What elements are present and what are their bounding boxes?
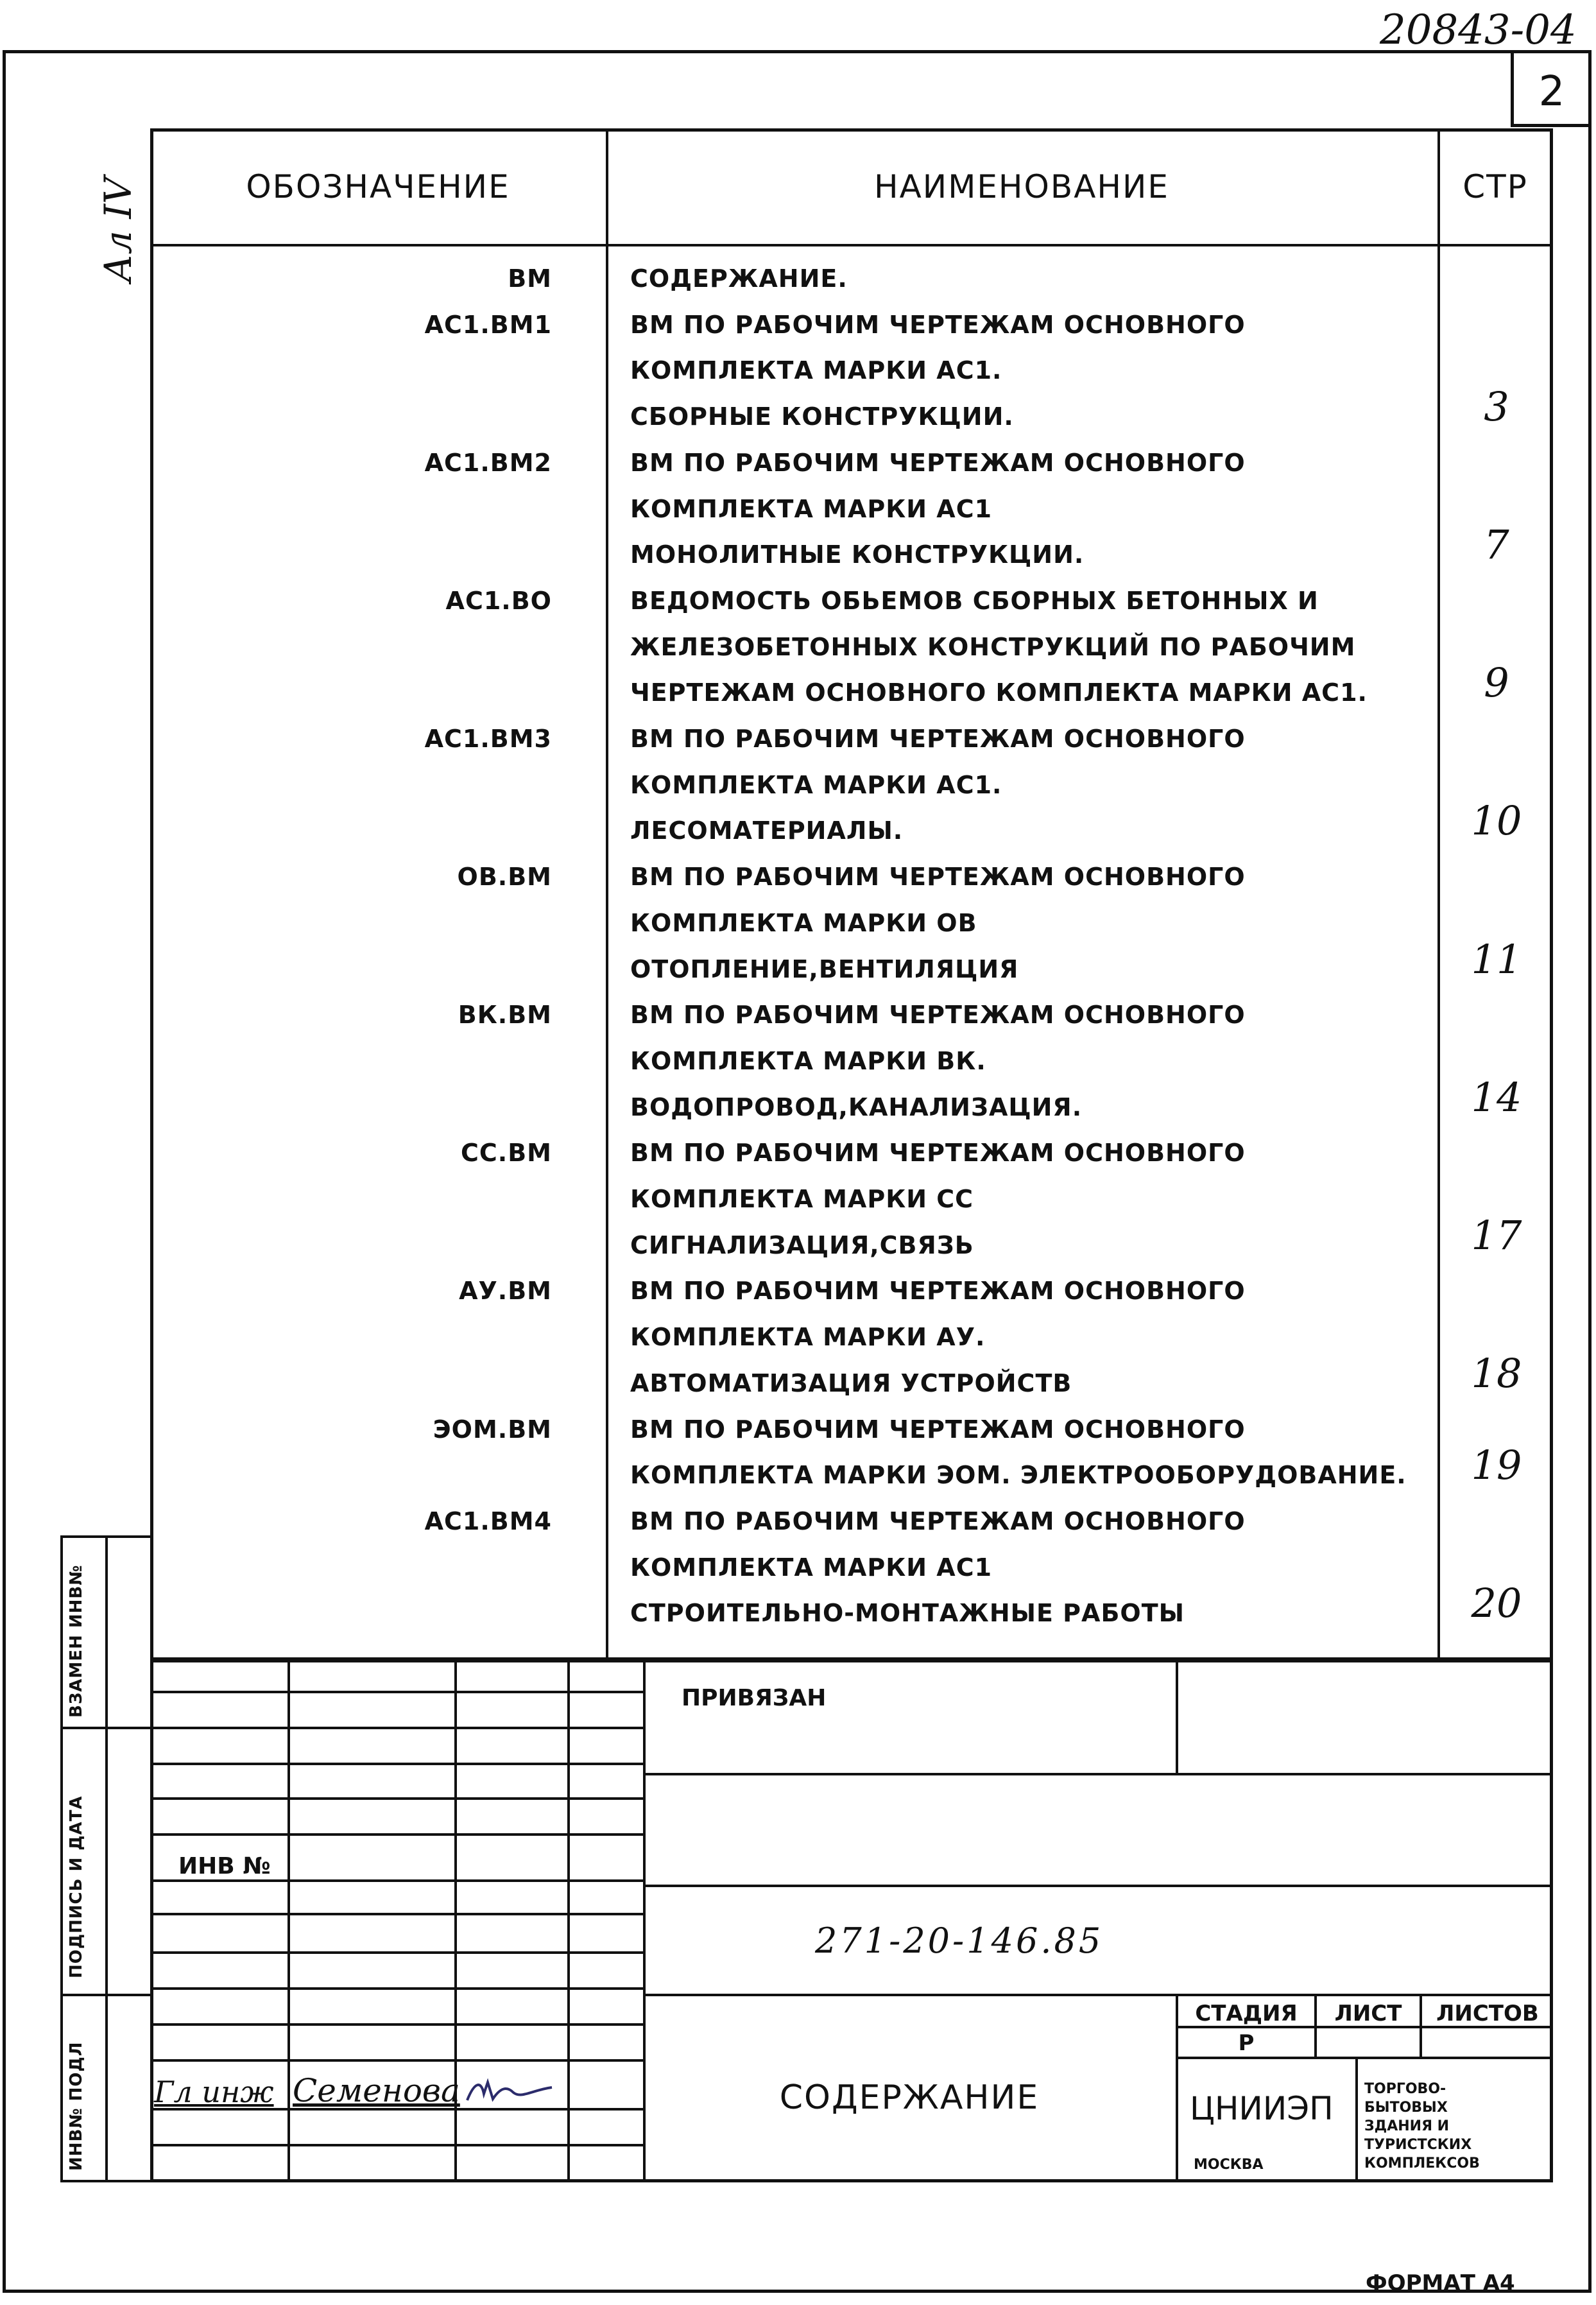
row-code: АС1.ВО: [445, 586, 552, 615]
grid-row-line: [150, 1727, 643, 1729]
stamp-org-divider: [1355, 2057, 1358, 2182]
row-name-line: АВТОМАТИЗАЦИЯ УСТРОЙСТВ: [630, 1368, 1072, 1397]
grid-row-line: [150, 2059, 643, 2062]
row-code: АС1.ВМ4: [424, 1506, 552, 1535]
row-name-line: КОМПЛЕКТА МАРКИ ВК.: [630, 1046, 986, 1075]
col-designation-header: ОБОЗНАЧЕНИЕ: [246, 168, 510, 205]
row-name-line: СТРОИТЕЛЬНО-МОНТАЖНЫЕ РАБОТЫ: [630, 1599, 1185, 1628]
project-code: 271-20-146.85: [815, 1921, 1104, 1961]
privyazan-divider: [1176, 1657, 1178, 1773]
row-name-line: КОМПЛЕКТА МАРКИ АС1.: [630, 770, 1002, 799]
col-name-header: НАИМЕНОВАНИЕ: [874, 168, 1169, 205]
document-number: 20843-04: [1380, 6, 1577, 54]
sheet-title: СОДЕРЖАНИЕ: [779, 2078, 1040, 2117]
margin-mark: Ал IV: [96, 177, 140, 282]
stage-value: Р: [1238, 2030, 1255, 2056]
row-name-line: ВМ ПО РАБОЧИМ ЧЕРТЕЖАМ ОСНОВНОГО: [630, 1277, 1246, 1306]
stamp-sheet-line-2: [1176, 2057, 1553, 2059]
row-name-line: ВМ ПО РАБОЧИМ ЧЕРТЕЖАМ ОСНОВНОГО: [630, 310, 1246, 339]
row-page: 11: [1471, 935, 1522, 983]
sheet-label: ЛИСТ: [1334, 2001, 1402, 2026]
grid-row-line: [150, 1951, 643, 1954]
grid-row-line: [150, 1763, 643, 1765]
row-page: 7: [1484, 521, 1509, 569]
row-code: АУ.ВМ: [459, 1277, 552, 1306]
row-name-line: ВОДОПРОВОД,КАНАЛИЗАЦИЯ.: [630, 1092, 1083, 1121]
org-description-line: ТУРИСТСКИХ: [1364, 2137, 1472, 2153]
row-name-line: ВМ ПО РАБОЧИМ ЧЕРТЕЖАМ ОСНОВНОГО: [630, 1001, 1246, 1030]
stamp-line-3: [643, 1994, 1553, 1996]
side-label-inv-podl: ИНВ№ ПОДЛ: [67, 2041, 86, 2171]
row-page: 20: [1471, 1580, 1522, 1627]
signature-name: Семенова: [293, 2072, 460, 2109]
grid-row-line: [150, 1797, 643, 1800]
row-name-line: ОТОПЛЕНИЕ,ВЕНТИЛЯЦИЯ: [630, 954, 1019, 983]
grid-row-line: [150, 1913, 643, 1915]
grid-row-line: [150, 2023, 643, 2026]
row-name-line: ВМ ПО РАБОЧИМ ЧЕРТЕЖАМ ОСНОВНОГО: [630, 863, 1246, 892]
side-strip-inner-line: [105, 1535, 108, 2182]
stamp-line-2: [643, 1885, 1553, 1887]
row-page: 3: [1484, 383, 1509, 431]
row-name-line: ВМ ПО РАБОЧИМ ЧЕРТЕЖАМ ОСНОВНОГО: [630, 1139, 1246, 1168]
sheet-number: 2: [1538, 68, 1565, 116]
col-page-header: СТР: [1463, 168, 1528, 205]
row-name-line: ЖЕЛЕЗОБЕТОННЫХ КОНСТРУКЦИЙ ПО РАБОЧИМ: [630, 632, 1356, 661]
row-page: 17: [1471, 1211, 1522, 1259]
grid-row-line: [150, 2144, 643, 2146]
grid-row-line: [150, 1879, 643, 1882]
row-name-line: ВМ ПО РАБОЧИМ ЧЕРТЕЖАМ ОСНОВНОГО: [630, 725, 1246, 753]
row-name-line: ВЕДОМОСТЬ ОБЬЕМОВ СБОРНЫХ БЕТОННЫХ И: [630, 586, 1319, 615]
grid-row-line: [150, 1833, 643, 1836]
row-page: 9: [1484, 659, 1509, 707]
row-code: ЭОМ.ВМ: [433, 1415, 552, 1444]
side-label-vzamen: ВЗАМЕН ИНВ№: [67, 1564, 86, 1718]
row-name-line: СОДЕРЖАНИЕ.: [630, 264, 848, 293]
row-page: 19: [1471, 1442, 1522, 1489]
row-name-line: КОМПЛЕКТА МАРКИ ЭОМ. ЭЛЕКТРООБОРУДОВАНИЕ.: [630, 1461, 1407, 1490]
row-name-line: ВМ ПО РАБОЧИМ ЧЕРТЕЖАМ ОСНОВНОГО: [630, 1506, 1246, 1535]
row-code: ВМ: [508, 264, 552, 293]
org-description: [1364, 2080, 1550, 2173]
row-name-line: КОМПЛЕКТА МАРКИ АС1: [630, 494, 993, 523]
row-page: 14: [1471, 1073, 1522, 1121]
row-name-line: ВМ ПО РАБОЧИМ ЧЕРТЕЖАМ ОСНОВНОГО: [630, 448, 1246, 477]
org-city: МОСКВА: [1194, 2157, 1264, 2173]
row-name-line: КОМПЛЕКТА МАРКИ АС1: [630, 1553, 993, 1582]
row-page: 10: [1471, 797, 1522, 845]
row-name-line: КОМПЛЕКТА МАРКИ ОВ: [630, 908, 977, 937]
grid-col-1: [287, 1657, 290, 2182]
org-name: ЦНИИЭП: [1190, 2090, 1334, 2127]
side-label-podpis: ПОДПИСЬ И ДАТА: [67, 1795, 86, 1978]
row-code: АС1.ВМ2: [424, 448, 552, 477]
grid-row-line: [150, 1987, 643, 1990]
signature-scribble-icon: [462, 2075, 558, 2107]
org-description-line: КОМПЛЕКСОВ: [1364, 2155, 1480, 2171]
stage-label: СТАДИЯ: [1195, 2001, 1298, 2026]
signature-scribble: [462, 2075, 558, 2107]
row-code: АС1.ВМ1: [424, 310, 552, 339]
grid-row-line: [150, 1691, 643, 1693]
row-code: ОВ.ВМ: [457, 863, 552, 892]
row-name-line: СИГНАЛИЗАЦИЯ,СВЯЗЬ: [630, 1230, 974, 1259]
privyazan-label: ПРИВЯЗАН: [682, 1685, 827, 1711]
row-code: ВК.ВМ: [458, 1001, 552, 1030]
table-col-divider-2: [1437, 128, 1440, 1662]
row-name-line: ЛЕСОМАТЕРИАЛЫ.: [630, 816, 904, 845]
row-name-line: ВМ ПО РАБОЧИМ ЧЕРТЕЖАМ ОСНОВНОГО: [630, 1415, 1246, 1444]
format-label: ФОРМАТ А4: [1366, 2270, 1515, 2296]
row-name-line: КОМПЛЕКТА МАРКИ АС1.: [630, 356, 1002, 385]
org-description-line: ТОРГОВО-: [1364, 2081, 1446, 2097]
row-name-line: КОМПЛЕКТА МАРКИ СС: [630, 1185, 974, 1213]
signature-role: Гл инж: [154, 2075, 274, 2109]
row-code: СС.ВМ: [461, 1139, 552, 1168]
row-code: АС1.ВМ3: [424, 725, 552, 753]
row-name-line: КОМПЛЕКТА МАРКИ АУ.: [630, 1323, 986, 1352]
inv-no-label: ИНВ №: [178, 1853, 271, 1879]
row-name-line: СБОРНЫЕ КОНСТРУКЦИИ.: [630, 402, 1014, 431]
sheets-label: ЛИСТОВ: [1436, 2001, 1539, 2026]
row-page: 18: [1471, 1349, 1522, 1397]
grid-col-3: [567, 1657, 570, 2182]
org-description-line: БЫТОВЫХ: [1364, 2100, 1448, 2116]
row-name-line: ЧЕРТЕЖАМ ОСНОВНОГО КОМПЛЕКТА МАРКИ АС1.: [630, 678, 1368, 707]
stamp-line-1: [643, 1773, 1553, 1775]
table-col-divider-1: [606, 128, 608, 1662]
org-description-line: ЗДАНИЯ И: [1364, 2118, 1450, 2134]
table-header-line: [150, 244, 1553, 246]
row-name-line: МОНОЛИТНЫЕ КОНСТРУКЦИИ.: [630, 540, 1085, 569]
